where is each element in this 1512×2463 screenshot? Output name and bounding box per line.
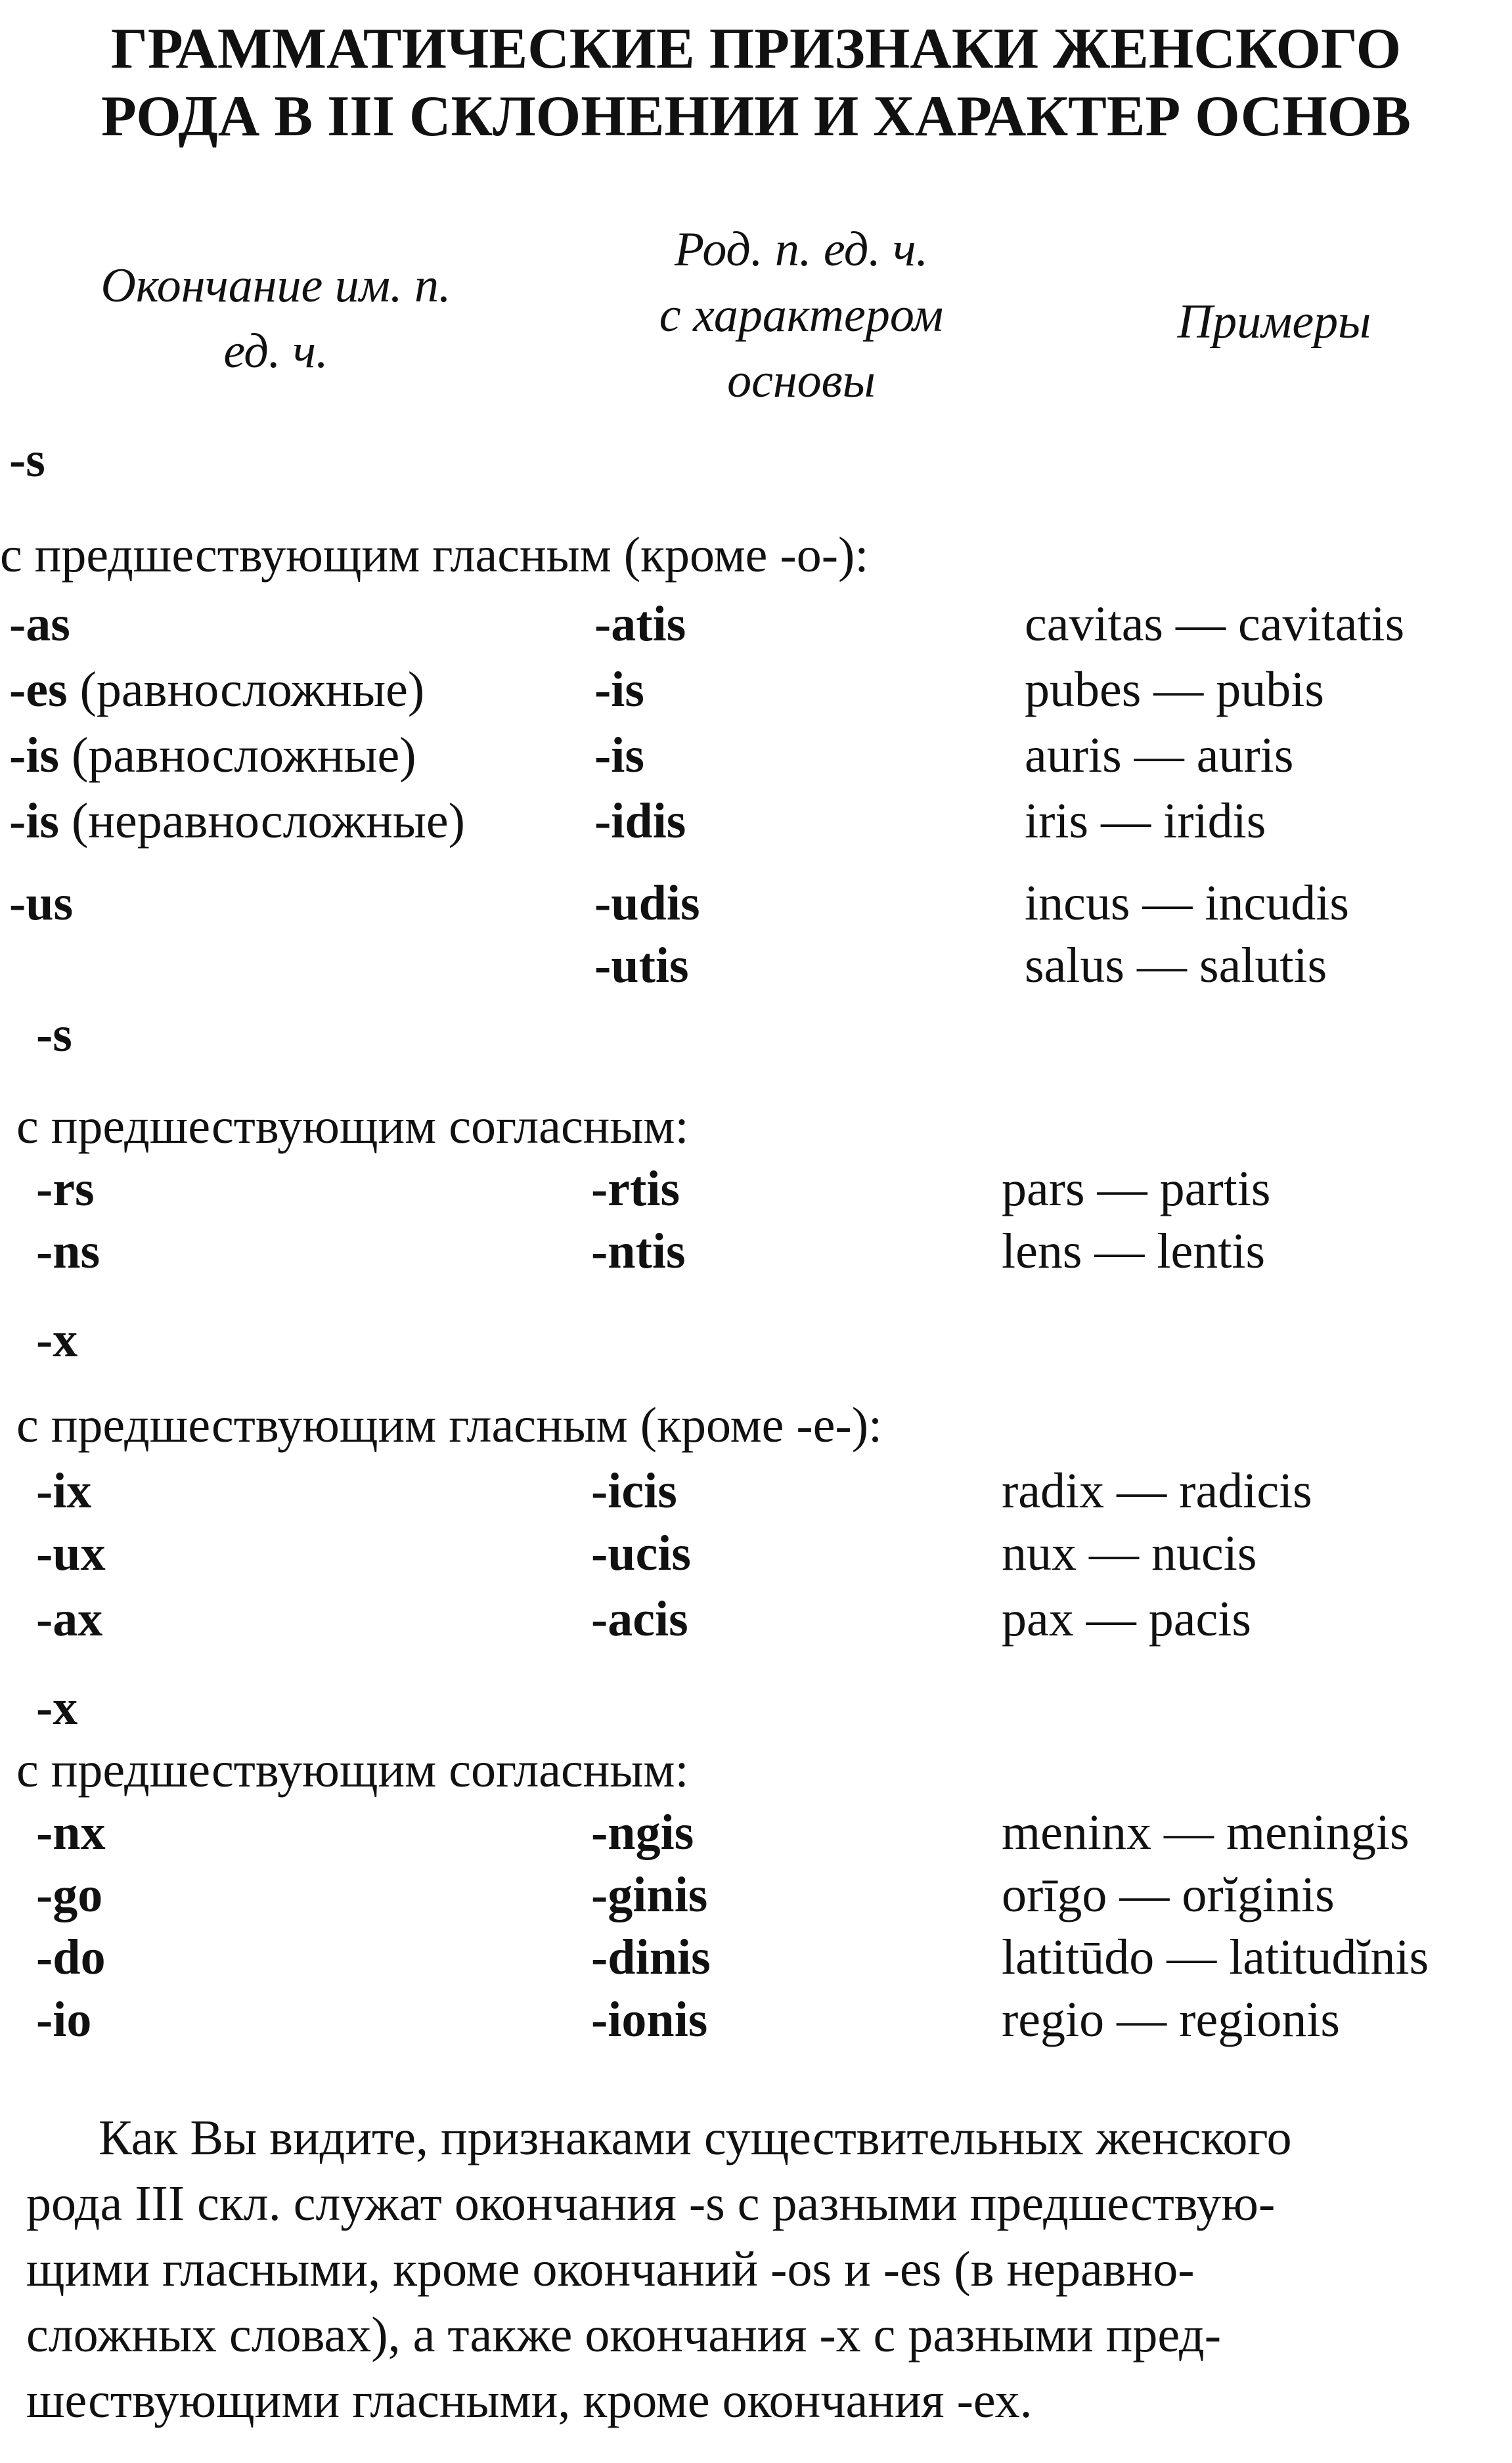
genitive-cell: -acis [591, 1591, 688, 1647]
example-cell: iris — iridis [1025, 793, 1266, 849]
header-ending-line-1: Окончание им. п. [100, 259, 451, 313]
section-heading: с предшествующим гласным (кроме -о-): [0, 527, 869, 583]
genitive-cell: -ginis [591, 1867, 708, 1922]
paragraph-line-2: рода III скл. служат окончания -s с разными предшествую- [26, 2176, 1276, 2231]
ending-suffix: -as [9, 596, 70, 652]
section-marker: -x [36, 1680, 78, 1735]
ending-suffix: -ix [36, 1463, 92, 1519]
example-cell: latitūdo — latitudĭnis [1002, 1930, 1429, 1985]
example-cell: pars — partis [1002, 1161, 1271, 1216]
example-cell: cavitas — cavitatis [1025, 596, 1405, 652]
example-cell: salus — salutis [1025, 938, 1327, 993]
example-cell: auris — auris [1025, 728, 1294, 783]
genitive-cell: -icis [591, 1463, 677, 1519]
paragraph-line-3: щими гласными, кроме окончаний -os и -es (в неравно- [26, 2242, 1195, 2297]
ending-suffix: -es [9, 662, 68, 717]
example-cell: pubes — pubis [1025, 662, 1324, 717]
genitive-cell: -udis [594, 876, 700, 931]
genitive-cell: -ucis [591, 1526, 691, 1581]
ending-suffix: -nx [36, 1805, 106, 1860]
paragraph-line-1 [26, 2105, 1498, 2171]
paragraph-line-1-text: Как Вы видите, признаками существительных женского [99, 2110, 1292, 2165]
paragraph-line-4: сложных словах), а также окончания -x с разными пред- [26, 2307, 1222, 2363]
section-marker: -x [36, 1312, 78, 1367]
header-genitive-line-1: Род. п. ед. ч. [674, 223, 929, 277]
genitive-cell: -ngis [591, 1805, 694, 1860]
ending-cell [36, 1865, 102, 1924]
ending-suffix: -rs [36, 1161, 95, 1216]
genitive-cell: -ionis [591, 1992, 708, 2047]
header-genitive [565, 217, 1038, 414]
header-examples: Примеры [1177, 295, 1371, 349]
section-heading: с предшествующим согласным: [16, 1099, 689, 1154]
ending-cell [9, 594, 70, 654]
paragraph-line-5: шествующими гласными, кроме окончания -ех. [26, 2373, 1033, 2428]
genitive-cell: -utis [594, 938, 689, 993]
example-cell: regio — regionis [1002, 1992, 1341, 2047]
ending-suffix: -ux [36, 1526, 106, 1581]
ending-suffix: -do [36, 1930, 106, 1985]
ending-cell [9, 874, 73, 933]
example-cell: nux — nucis [1002, 1526, 1257, 1581]
section-marker: -s [36, 1007, 72, 1062]
ending-cell [36, 1524, 106, 1583]
ending-note: (равносложные) [67, 662, 425, 717]
header-ending [26, 253, 525, 384]
section-heading: с предшествующим гласным (кроме -е-): [16, 1398, 883, 1453]
ending-suffix: -is [9, 793, 59, 849]
ending-note: (неравносложные) [59, 793, 465, 849]
ending-cell [36, 1990, 91, 2049]
genitive-cell: -ntis [591, 1224, 686, 1279]
ending-cell [9, 660, 424, 719]
ending-cell [9, 791, 465, 851]
ending-cell [36, 1928, 106, 1987]
ending-suffix: -io [36, 1992, 92, 2047]
ending-cell [36, 1461, 91, 1520]
header-ending-line-2: ед. ч. [223, 324, 328, 378]
header-genitive-line-2: с характером [659, 288, 944, 342]
genitive-cell: -rtis [591, 1161, 680, 1216]
example-cell: radix — radicis [1002, 1463, 1312, 1519]
ending-cell [9, 726, 416, 785]
title-line-1: ГРАММАТИЧЕСКИЕ ПРИЗНАКИ ЖЕНСКОГО [110, 17, 1402, 81]
ending-note: (равносложные) [59, 728, 416, 783]
ending-suffix: -us [9, 876, 74, 931]
header-genitive-line-3: основы [727, 354, 876, 408]
ending-suffix: -ax [36, 1591, 103, 1647]
ending-suffix: -is [9, 728, 59, 783]
example-cell: pax — pacis [1002, 1591, 1251, 1647]
ending-cell [36, 1159, 95, 1218]
ending-suffix: -ns [36, 1224, 100, 1279]
example-cell: lens — lentis [1002, 1224, 1266, 1279]
genitive-cell: -is [594, 662, 644, 717]
genitive-cell: -is [594, 728, 644, 783]
example-cell: orīgo — orĭginis [1002, 1867, 1335, 1922]
genitive-cell: -atis [594, 596, 686, 652]
ending-cell [36, 1803, 106, 1862]
example-cell: incus — incudis [1025, 876, 1349, 931]
example-cell: meninx — meningis [1002, 1805, 1410, 1860]
genitive-cell: -idis [594, 793, 686, 849]
title-line-2: РОДА В III СКЛОНЕНИИ И ХАРАКТЕР ОСНОВ [101, 85, 1411, 148]
genitive-cell: -dinis [591, 1930, 711, 1985]
ending-suffix: -go [36, 1867, 103, 1922]
ending-cell [36, 1589, 102, 1649]
section-marker: -s [9, 432, 45, 487]
section-heading: с предшествующим согласным: [16, 1742, 689, 1798]
ending-cell [36, 1222, 100, 1281]
